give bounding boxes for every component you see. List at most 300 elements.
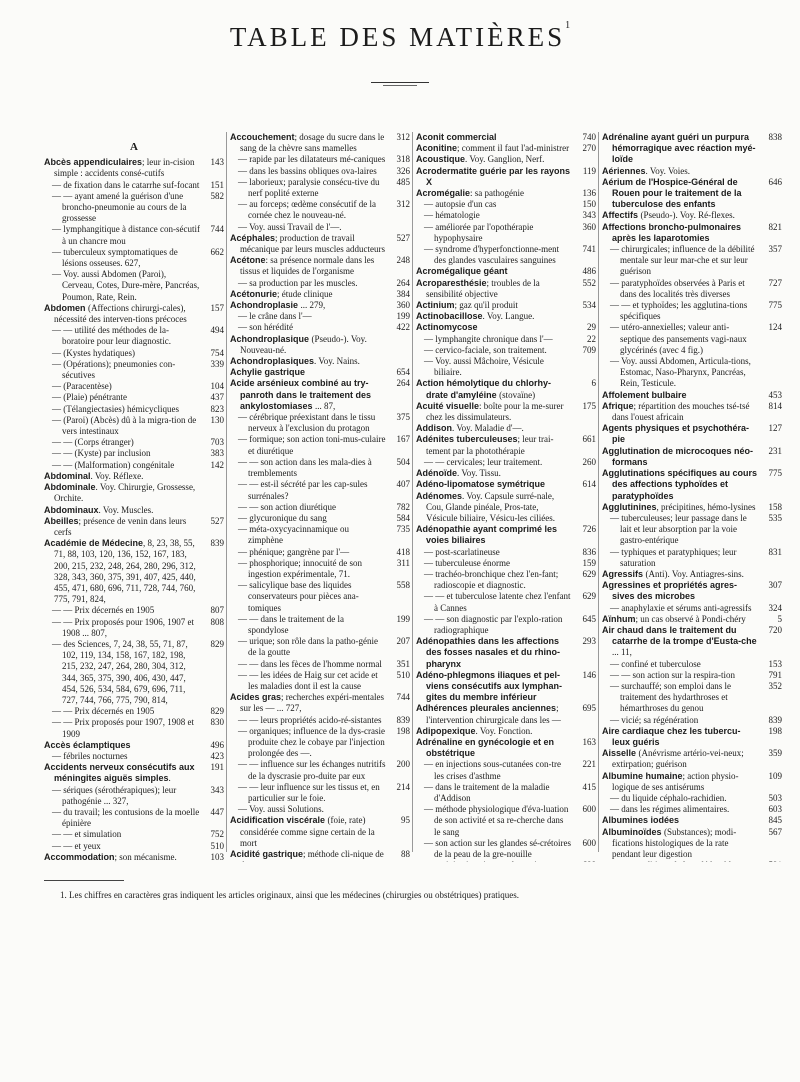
entry-page-number: 775 <box>768 468 782 479</box>
entry-text: Addison. Voy. Maladie d'—. <box>416 423 524 434</box>
entry-page-number: 136 <box>582 188 596 199</box>
entry-page-number: 836 <box>582 546 596 557</box>
entry-list-3 <box>416 132 596 862</box>
index-entry <box>416 479 596 490</box>
entry-page-number: 552 <box>582 277 596 288</box>
entry-page-number: 754 <box>210 347 224 358</box>
index-entry <box>416 166 596 188</box>
entry-text: — — (Corps étranger) <box>52 437 134 448</box>
entry-text: — syndrome d'hyperfonctionne-ment des glandes vasculaires sanguines <box>424 244 560 266</box>
entry-page-number: 214 <box>396 781 410 792</box>
index-entry <box>230 255 410 277</box>
entry-text: Abdominal. Voy. Réflexe. <box>44 470 144 481</box>
index-entry <box>602 278 782 300</box>
entry-page-number: 360 <box>582 221 596 232</box>
index-entry <box>602 603 782 614</box>
index-entry <box>416 558 596 569</box>
entry-page-number: 821 <box>768 221 782 232</box>
entry-text: — — Prix décernés en 1905 <box>52 706 155 717</box>
entry-page-number: 808 <box>210 616 224 627</box>
index-entry <box>230 199 410 221</box>
entry-text <box>424 860 553 862</box>
entry-text: Acidité gastrique; méthode cli-nique de <box>230 849 384 859</box>
entry-text: Aire cardiaque chez les tubercu-leux guéris <box>602 725 741 747</box>
entry-page-number: 504 <box>396 456 410 467</box>
entry-page-number: 830 <box>210 717 224 728</box>
entry-text: Adénites tuberculeuses; leur trai-tement par la photothérapie <box>416 434 554 456</box>
entry-text: Achylie gastrique <box>230 367 306 378</box>
entry-page-number: 407 <box>396 479 410 490</box>
entry-page-number: 124 <box>768 322 782 333</box>
entry-page-number: 359 <box>768 748 782 759</box>
entry-text: — tuberculeuse énorme <box>424 557 510 568</box>
entry-page-number: 744 <box>396 692 410 703</box>
entry-text: Accès éclamptiques <box>44 739 131 750</box>
entry-text: Académie de Médecine, 8, 23, 38, 55, 71, 88, 103, 120, 136, 152, 167, 183, 200, 215, 232, 248, 264, 280, 296, 312, 328, 343, 360, 375, 391, 407, 425, 440, 455, 471, 680, 696, 711, 728, 744, 760, 775, 791, 824, <box>44 538 196 605</box>
entry-page-number: 614 <box>582 479 596 490</box>
entry-text: — sériques (sérothérapiques); leur pathogénie ... 327, <box>52 784 177 806</box>
entry-page-number: 153 <box>768 658 782 669</box>
index-entry <box>416 591 596 613</box>
index-entry <box>230 547 410 558</box>
entry-text: Adéno-phlegmons iliaques et pel-viens consécutifs aux lymphan-gites du membre inférieur <box>416 669 563 703</box>
index-entry <box>602 793 782 804</box>
entry-page-number: 357 <box>768 244 782 255</box>
entry-page-number: 535 <box>768 512 782 523</box>
entry-page-number: 175 <box>582 400 596 411</box>
entry-text: Acides gras; recherches expéri-mentales sur les — ... 727, <box>230 692 384 714</box>
entry-page-number: 324 <box>768 602 782 613</box>
entry-text: — cérébrique préexistant dans le tissu nerveux à l'exclusion du protagon <box>238 412 376 434</box>
entry-text: — anaphylaxie et sérums anti-agressifs <box>610 602 752 613</box>
entry-text: Acéphales; production de travail mécanique par leurs muscles adducteurs <box>230 232 385 255</box>
index-entry <box>44 841 224 852</box>
entry-text: — urique; son rôle dans la patho-génie de la goutte <box>238 636 378 658</box>
entry-text: — typhiques et paratyphiques; leur saturation <box>610 546 737 568</box>
index-entry <box>44 505 224 516</box>
entry-page-number: 775 <box>768 300 782 311</box>
entry-page-number: 735 <box>396 524 410 535</box>
entry-page-number: 200 <box>396 759 410 770</box>
index-entry <box>602 625 782 659</box>
entry-text: — tuberculeuses; leur passage dans le lait et leur absorption par la voie gastro-entérique <box>610 512 747 546</box>
entry-page-number: 629 <box>582 591 596 602</box>
index-entry <box>416 143 596 154</box>
index-entry <box>416 401 596 423</box>
entry-page-number: 264 <box>396 277 410 288</box>
index-entry <box>44 269 224 303</box>
index-entry <box>602 166 782 177</box>
index-entry <box>44 538 224 605</box>
entry-text: — au forceps; œdème consécutif de la cornée chez le nouveau-né. <box>238 199 376 221</box>
index-entry <box>416 345 596 356</box>
entry-text: — — Prix proposés pour 1906, 1907 et 1908 ... 807, <box>52 616 194 638</box>
entry-page-number: 741 <box>582 244 596 255</box>
entry-text: Adénopathie ayant comprimé les voies biliaires <box>416 524 558 546</box>
entry-text: Actinium; gaz qu'il produit <box>416 300 518 311</box>
entry-text: Abcès appendiculaires; leur in-cision simple : accidents consé-cutifs <box>44 157 195 179</box>
entry-page-number: 695 <box>582 703 596 714</box>
entry-text: — rapide par les dilatateurs mé-caniques <box>238 154 386 165</box>
entry-text: — Voy. aussi Solutions. <box>238 804 324 815</box>
index-entry <box>230 513 410 524</box>
entry-text: Abeilles; présence de venin dans leurs cerfs <box>44 515 187 537</box>
entry-text: — paratyphoïdes observées à Paris et dans des localités très diverses <box>610 277 745 299</box>
index-entry <box>602 468 782 502</box>
index-entry <box>602 681 782 715</box>
entry-page-number: 486 <box>582 266 596 277</box>
entry-page-number: 437 <box>210 392 224 403</box>
entry-text: — — les idées de Haig sur cet acide et les maladies dont il est la cause <box>238 669 378 691</box>
entry-page-number: 791 <box>768 669 782 680</box>
entry-text: Actinobacillose. Voy. Langue. <box>416 311 535 322</box>
entry-page-number: 839 <box>396 714 410 725</box>
entry-text: — phénique; gangrène par l'— <box>238 546 350 557</box>
entry-page-number: 418 <box>396 546 410 557</box>
index-entry <box>230 233 410 255</box>
index-entry <box>44 325 224 347</box>
title-footnote-marker: 1 <box>565 20 571 31</box>
entry-page-number: 312 <box>396 199 410 210</box>
entry-text: — dans le traitement de la maladie d'Addison <box>424 781 550 803</box>
entry-text: Adénoïde. Voy. Tissu. <box>416 468 501 479</box>
index-entry <box>44 303 224 325</box>
index-entry <box>416 782 596 804</box>
entry-text: Albumine humaine; action physio-logique de ses antisérums <box>602 770 739 792</box>
index-entry <box>416 838 596 860</box>
index-entry <box>44 415 224 437</box>
entry-text: Accommodation; son mécanisme. <box>44 851 177 862</box>
entry-page-number: 845 <box>768 815 782 826</box>
entry-text: — du liquide céphalo-rachidien. <box>610 792 727 803</box>
entry-page-number: 527 <box>396 232 410 243</box>
entry-text: Abdominaux. Voy. Muscles. <box>44 504 154 515</box>
entry-page-number: 191 <box>210 762 224 773</box>
entry-page-number: 807 <box>210 605 224 616</box>
index-entry <box>44 247 224 269</box>
index-entry <box>44 404 224 415</box>
index-entry <box>602 300 782 322</box>
index-entry <box>602 356 782 390</box>
entry-text: Acidification viscérale (foie, rate) considérée comme signe certain de la mort <box>230 815 375 848</box>
index-entry <box>602 423 782 445</box>
index-column-1 <box>44 132 224 862</box>
index-entry <box>230 670 410 692</box>
entry-page-number: 600 <box>582 837 596 848</box>
index-entry <box>416 300 596 311</box>
entry-text: Aériennes. Voy. Voies. <box>602 165 691 176</box>
entry-text: — — Prix décernés en 1905 <box>52 605 155 616</box>
entry-text: Acoustique. Voy. Ganglion, Nerf. <box>416 154 545 165</box>
index-entry <box>230 782 410 804</box>
index-entry <box>230 356 410 367</box>
entry-page-number: 662 <box>210 246 224 257</box>
entry-page-number: 534 <box>582 300 596 311</box>
entry-page-number: 151 <box>210 179 224 190</box>
entry-text: Abdominale. Voy. Chirurgie, Grossesse, Orchite. <box>44 482 196 504</box>
index-entry <box>44 617 224 639</box>
entry-page-number: 654 <box>396 367 410 378</box>
entry-page-number: 360 <box>396 300 410 311</box>
index-entry <box>230 300 410 311</box>
entry-text: — son action sur les glandes sé-crétoires de la peau de la gre-nouille <box>424 837 571 859</box>
entry-page-number: 6 <box>591 378 596 389</box>
index-entry <box>602 132 782 166</box>
index-entry <box>416 132 596 143</box>
entry-text: — — (Malformation) congénitale <box>52 459 175 470</box>
entry-text: Agglutination de microcoques néo-formans <box>602 445 754 467</box>
index-entry <box>602 815 782 826</box>
entry-text: — — leur influence sur les tissus et, en particulier sur le foie. <box>238 781 380 803</box>
index-entry <box>602 210 782 221</box>
entry-text: — sa production par les muscles. <box>238 277 358 288</box>
entry-page-number: 485 <box>396 176 410 187</box>
entry-page-number: 447 <box>210 806 224 817</box>
entry-page-number: 661 <box>582 434 596 445</box>
entry-text: Albuminoïdes (Substances); modi-fications histologiques de la rate pendant leur digestion <box>602 826 737 859</box>
entry-page-number: 207 <box>396 636 410 647</box>
index-entry <box>602 322 782 356</box>
index-entry <box>230 278 410 289</box>
entry-page-number: 494 <box>210 325 224 336</box>
page-title <box>0 22 800 53</box>
entry-text: — des Sciences, 7, 24, 38, 55, 71, 87, 102, 119, 134, 158, 167, 182, 198, 215, 232, 247, 264, 280, 304, 312, 344, 365, 375, 390, 406, 430, 447, 454, 526, 534, 584, 679, 696, 711, 727, 744, 766, 775, 790, 814, <box>52 638 188 705</box>
entry-text: Acide arsénieux combiné au try-panroth dans le traitement des ankylostomiases ... 87, <box>230 378 372 411</box>
index-entry <box>416 636 596 670</box>
index-entry <box>602 513 782 547</box>
entry-text: Adéno-lipomatose symétrique <box>416 479 546 490</box>
entry-text: — (Paroi) (Abcès) dû à la migra-tion de vers intestinaux <box>52 414 197 437</box>
index-entry <box>230 692 410 714</box>
title-text: TABLE DES MATIÈRES <box>229 22 566 52</box>
index-entry <box>230 715 410 726</box>
entry-text: Acétonurie; étude clinique <box>230 288 333 299</box>
entry-text: — le crâne dans l'— <box>238 311 312 322</box>
index-entry <box>416 491 596 525</box>
entry-text: — Voy. aussi Mâchoire, Vésicule biliaire. <box>424 356 544 378</box>
index-entry <box>44 852 224 862</box>
index-entry <box>602 569 782 580</box>
index-entry <box>602 827 782 861</box>
index-entry <box>44 180 224 191</box>
entry-text: Aisselle (Anévrisme artério-vei-neux; extirpation; guérison <box>602 748 744 770</box>
entry-text: — méta-oxycyacinnamique ou zimphène <box>238 524 349 546</box>
entry-text: Adipopexique. Voy. Fonction. <box>416 725 533 736</box>
index-entry <box>44 191 224 225</box>
entry-page-number: 375 <box>396 412 410 423</box>
entry-page-number: 726 <box>582 524 596 535</box>
entry-page-number: 752 <box>210 829 224 840</box>
entry-text: Acrodermatite guérie par les rayons X <box>416 165 571 187</box>
entry-text: — améliorée par l'opothérapie hypophysaire <box>424 221 534 243</box>
entry-page-number: 127 <box>768 423 782 434</box>
entry-text: — — son diagnostic par l'explo-ration radiographique <box>424 613 563 635</box>
index-entry <box>416 188 596 199</box>
entry-page-number: 318 <box>396 154 410 165</box>
index-entry <box>230 367 410 378</box>
index-entry <box>602 614 782 625</box>
index-entry <box>416 222 596 244</box>
entry-page-number: 527 <box>210 515 224 526</box>
entry-page-number: 231 <box>768 445 782 456</box>
entry-text: — (Plaie) pénétrante <box>52 392 127 403</box>
entry-text: — post-scarlatineuse <box>424 546 500 557</box>
index-entry <box>602 659 782 670</box>
entry-page-number: 814 <box>768 400 782 411</box>
entry-text: Abdomen (Affections chirurgi-cales), nécessité des interven-tions précoces <box>44 302 187 325</box>
entry-text: — organiques; influence de la dys-crasie produite chez le cobaye par l'injection prolongée des —. <box>238 725 386 759</box>
entry-text: — Voy. aussi Abdomen (Paroi), Cerveau, Cotes, Dure-mère, Pancréas, Poumon, Rate, Rein. <box>52 269 200 302</box>
entry-page-number: 88 <box>401 849 410 859</box>
index-entry <box>230 502 410 513</box>
entry-page-number: 22 <box>587 333 596 344</box>
entry-text: Albumines iodées <box>602 815 680 826</box>
entry-text: Acuité visuelle: boîte pour la me-surer chez les dissimulateurs. <box>416 400 564 423</box>
entry-text: — confiné et tuberculose <box>610 658 701 669</box>
index-entry <box>230 659 410 670</box>
entry-text: Accidents nerveux consécutifs aux méningites aiguës simples. <box>44 762 195 784</box>
index-entry <box>230 378 410 412</box>
entry-text: — de fixation dans le catarrhe suf-focant <box>52 179 200 190</box>
index-entry <box>44 751 224 762</box>
entry-page-number: 584 <box>396 512 410 523</box>
entry-page-number: 839 <box>210 538 224 549</box>
entry-page-number: 709 <box>582 344 596 355</box>
entry-page-number: 150 <box>582 199 596 210</box>
index-entry <box>44 460 224 471</box>
index-entry <box>230 434 410 456</box>
entry-text: — utéro-annexielles; valeur anti-septique des pansements vagi-naux glycérinés (avec 4 fig.) <box>610 322 747 355</box>
entry-page-number: 645 <box>582 613 596 624</box>
entry-page-number: 312 <box>396 132 410 142</box>
index-entry <box>230 479 410 501</box>
index-entry <box>416 614 596 636</box>
index-entry <box>416 468 596 479</box>
index-entry <box>44 605 224 616</box>
entry-page-number: 352 <box>768 680 782 691</box>
index-entry <box>416 670 596 704</box>
entry-text: — trachéo-bronchique chez l'en-fant; radioscopie et diagnostic. <box>424 568 559 591</box>
entry-text: — chirurgicales; influence de la débilité mentale sur leur mar-che et sur leur guérison <box>610 244 755 277</box>
index-entry <box>602 580 782 602</box>
entry-page-number: 629 <box>582 568 596 579</box>
index-entry <box>416 457 596 468</box>
index-entry <box>44 762 224 784</box>
entry-text: — — est-il sécrété par les cap-sules surrénales? <box>238 479 368 501</box>
entry-text: — — influence sur les échanges nutritifs de la dyscrasie pro-duite par eux <box>238 759 386 781</box>
entry-text: Aconitine; comment il faut l'ad-ministrer <box>416 143 570 154</box>
index-entry <box>230 166 410 177</box>
index-entry <box>230 322 410 333</box>
entry-text: — — cervicales; leur traitement. <box>424 456 543 467</box>
index-entry <box>416 434 596 456</box>
index-entry <box>416 726 596 737</box>
entry-text: — en injections sous-cutanées con-tre les crises d'asthme <box>424 759 561 781</box>
entry-text: Action hémolytique du chlorhy-drate d'amyléine (stovaïne) <box>416 378 552 400</box>
entry-text: — — ayant amené la guérison d'une broncho-pneumonie au cours de la grossesse <box>52 190 187 224</box>
index-entry <box>602 726 782 748</box>
entry-text: Affolement bulbaire <box>602 389 687 400</box>
entry-text: Afrique; répartition des mouches tsé-tsé dans l'ouest africain <box>602 400 750 423</box>
entry-text: — dans les régimes alimentaires. <box>610 804 730 815</box>
entry-page-number: 453 <box>768 389 782 400</box>
entry-text: Achondroplasie ... 279, <box>230 300 326 311</box>
entry-page-number: 143 <box>210 157 224 168</box>
entry-list-1 <box>44 157 224 862</box>
index-entry <box>230 849 410 862</box>
index-entry <box>44 392 224 403</box>
entry-text: — fébriles nocturnes <box>52 750 128 761</box>
entry-page-number: 829 <box>210 706 224 717</box>
entry-text: — — dans les fèces de l'homme normal <box>238 658 382 669</box>
index-entry <box>44 829 224 840</box>
index-entry <box>230 726 410 760</box>
index-entry <box>230 524 410 546</box>
entry-page-number: 740 <box>582 132 596 142</box>
entry-page-number: 839 <box>768 714 782 725</box>
index-entry <box>602 804 782 815</box>
entry-text: Aérium de l'Hospice-Général de Rouen pour le traitement de la tuberculose des enfants <box>602 176 742 210</box>
entry-page-number: 163 <box>582 736 596 747</box>
entry-text: Air chaud dans le traitement du catarrhe de la trompe d'Eusta-che ... 11, <box>602 624 757 658</box>
entry-page-number: 383 <box>210 448 224 459</box>
entry-page-number: 582 <box>210 190 224 201</box>
index-entry <box>416 703 596 725</box>
index-entry <box>230 815 410 849</box>
entry-page-number: 198 <box>768 725 782 736</box>
index-entry <box>416 860 596 862</box>
footnote: 1. Les chiffres en caractères gras indiquent les articles originaux, ainsi que les médecines (chirurgies ou obstétriques) pratiques. <box>60 890 520 900</box>
index-column-3 <box>416 132 596 862</box>
index-entry <box>416 210 596 221</box>
entry-page-number: 343 <box>210 784 224 795</box>
entry-text: Adrénaline ayant guéri un purpura hémorragique avec réaction myé-loïde <box>602 132 756 165</box>
entry-text: — (Kystes hydatiques) <box>52 347 135 358</box>
index-entry <box>44 639 224 706</box>
entry-page-number: 103 <box>210 851 224 862</box>
entry-page-number: 423 <box>210 750 224 761</box>
entry-page-number: 29 <box>587 322 596 333</box>
entry-page-number: 823 <box>210 403 224 414</box>
index-entry <box>416 524 596 546</box>
entry-page-number: 307 <box>768 580 782 591</box>
entry-text: Affectifs (Pseudo-). Voy. Ré-flexes. <box>602 210 735 221</box>
entry-page-number: 603 <box>768 804 782 815</box>
entry-page-number: 221 <box>582 759 596 770</box>
entry-text: Agents physiques et psychothéra-pie <box>602 423 750 445</box>
index-entry <box>602 670 782 681</box>
index-entry <box>602 715 782 726</box>
entry-page-number: 646 <box>768 176 782 187</box>
entry-list-2 <box>230 132 410 862</box>
entry-text: Adénopathies dans les affections des fosses nasales et du rhino-pharynx <box>416 636 561 669</box>
entry-page-number: 293 <box>582 636 596 647</box>
entry-page-number: 198 <box>396 725 410 736</box>
entry-page-number: 510 <box>396 669 410 680</box>
index-entry <box>416 737 596 759</box>
entry-text: — lymphangite chronique dans l'— <box>424 333 553 344</box>
index-entry <box>230 154 410 165</box>
index-entry <box>602 446 782 468</box>
index-entry <box>44 785 224 807</box>
entry-text: — phosphorique; innocuité de son ingestion expérimentale, 71. <box>238 557 362 579</box>
index-entry <box>44 740 224 751</box>
entry-text: — laborieux; paralysie consécu-tive du nerf poplité externe <box>238 176 380 199</box>
index-entry <box>602 401 782 423</box>
entry-page-number: 311 <box>396 557 410 568</box>
index-entry <box>416 804 596 838</box>
entry-text: Acromégalie: sa pathogénie <box>416 188 525 199</box>
